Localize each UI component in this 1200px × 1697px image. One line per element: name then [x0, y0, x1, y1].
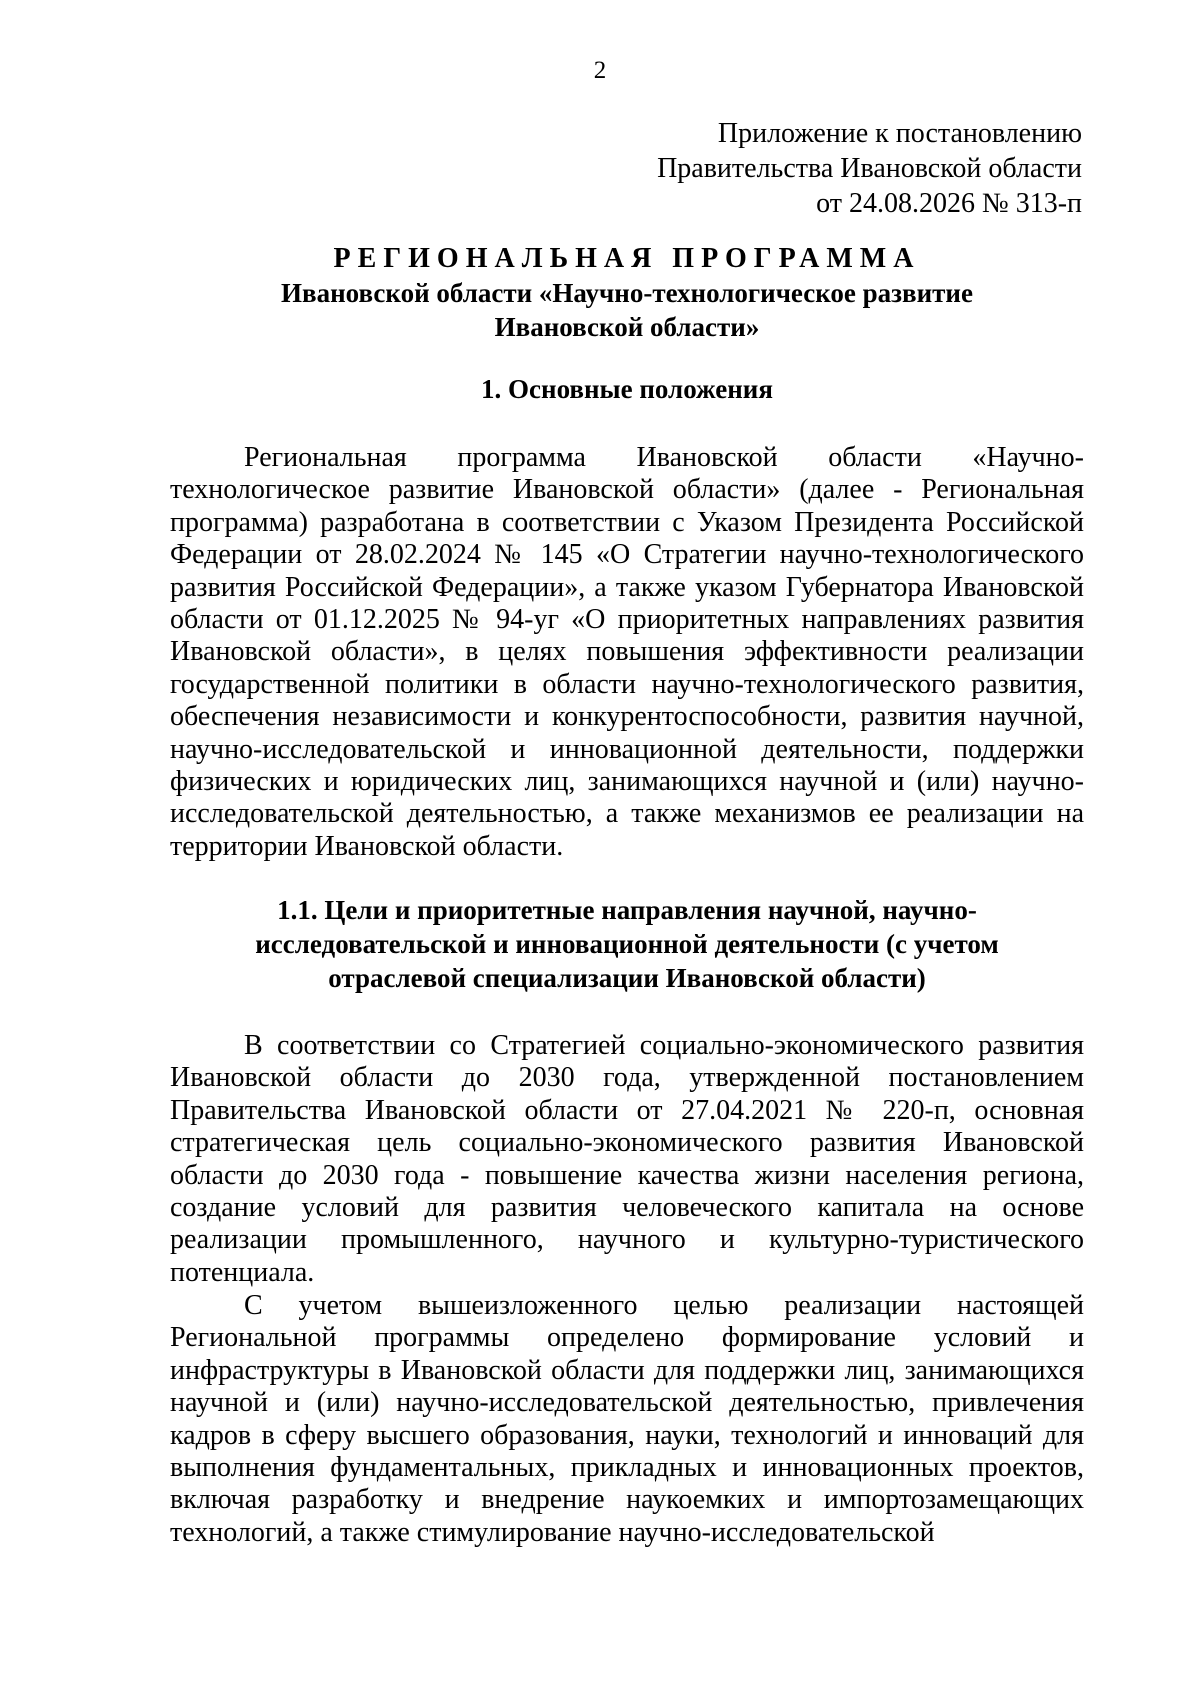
paragraph: В соответствии со Стратегией социально-экономического развития Ивановской области до 2030 года, утвержденной постановлением Правительства Ивановской области от 27.04.2021 № 220-п, основная стратегическая цель социально-экономического развития Ивановской области до 2030 года - повышение качества жизни населения региона, создание условий для развития человеческого капитала на основе реализации промышленного, научного и культурно-туристического потенциала. — [170, 1030, 1084, 1288]
paragraph: С учетом вышеизложенного целью реализации настоящей Региональной программы определено формирование условий и инфраструктуры в Ивановской области для поддержки лиц, занимающихся научной и (или) научно-исследовательской деятельностью, привлечения кадров в сферу высшего образования, науки, технологий и инноваций для выполнения фундаментальных, прикладных и инновационных проектов, включая разработку и внедрение наукоемких и импортозамещающих технологий, а также стимулирование научно-исследовательской — [170, 1290, 1084, 1548]
section-heading: 1. Основные положения — [481, 374, 773, 404]
approval-line: Приложение к постановлению — [717, 118, 1082, 149]
heading-line: отраслевой специализации Ивановской области) — [328, 963, 926, 993]
title-block — [170, 242, 1084, 344]
subsection-heading — [170, 893, 1084, 995]
heading-line: исследовательской и инновационной деятельности (с учетом — [255, 929, 999, 959]
page-number: 2 — [593, 57, 607, 84]
approval-line: от 24.08.2026 № 313-п — [816, 188, 1082, 219]
document-subtitle: Ивановской области «Научно-технологическое развитие Ивановской области» — [281, 278, 973, 342]
paragraph: Региональная программа Ивановской области «Научно-технологическое развитие Ивановской области» (далее - Региональная программа) разработана в соответствии с Указом Президента Российской Федерации от 28.02.2024 № 145 «О Стратегии научно-технологического развития Российской Федерации», а также указом Губернатора Ивановской области от 01.12.2025 № 94-уг «О приоритетных направлениях развития Ивановской области», в целях повышения эффективности реализации государственной политики в области научно-технологического развития, обеспечения независимости и конкурентоспособности, развития научной, научно-исследовательской и инновационной деятельности, поддержки физических и юридических лиц, занимающихся научной и (или) научно-исследовательской деятельностью, а также механизмов ее реализации на территории Ивановской области. — [170, 442, 1084, 862]
approval-line: Правительства Ивановской области — [657, 153, 1082, 184]
document-title: РЕГИОНАЛЬНАЯ ПРОГРАММА — [333, 243, 921, 274]
approval-block — [482, 116, 1082, 221]
heading-line: 1.1. Цели и приоритетные направления научной, научно- — [277, 895, 977, 925]
